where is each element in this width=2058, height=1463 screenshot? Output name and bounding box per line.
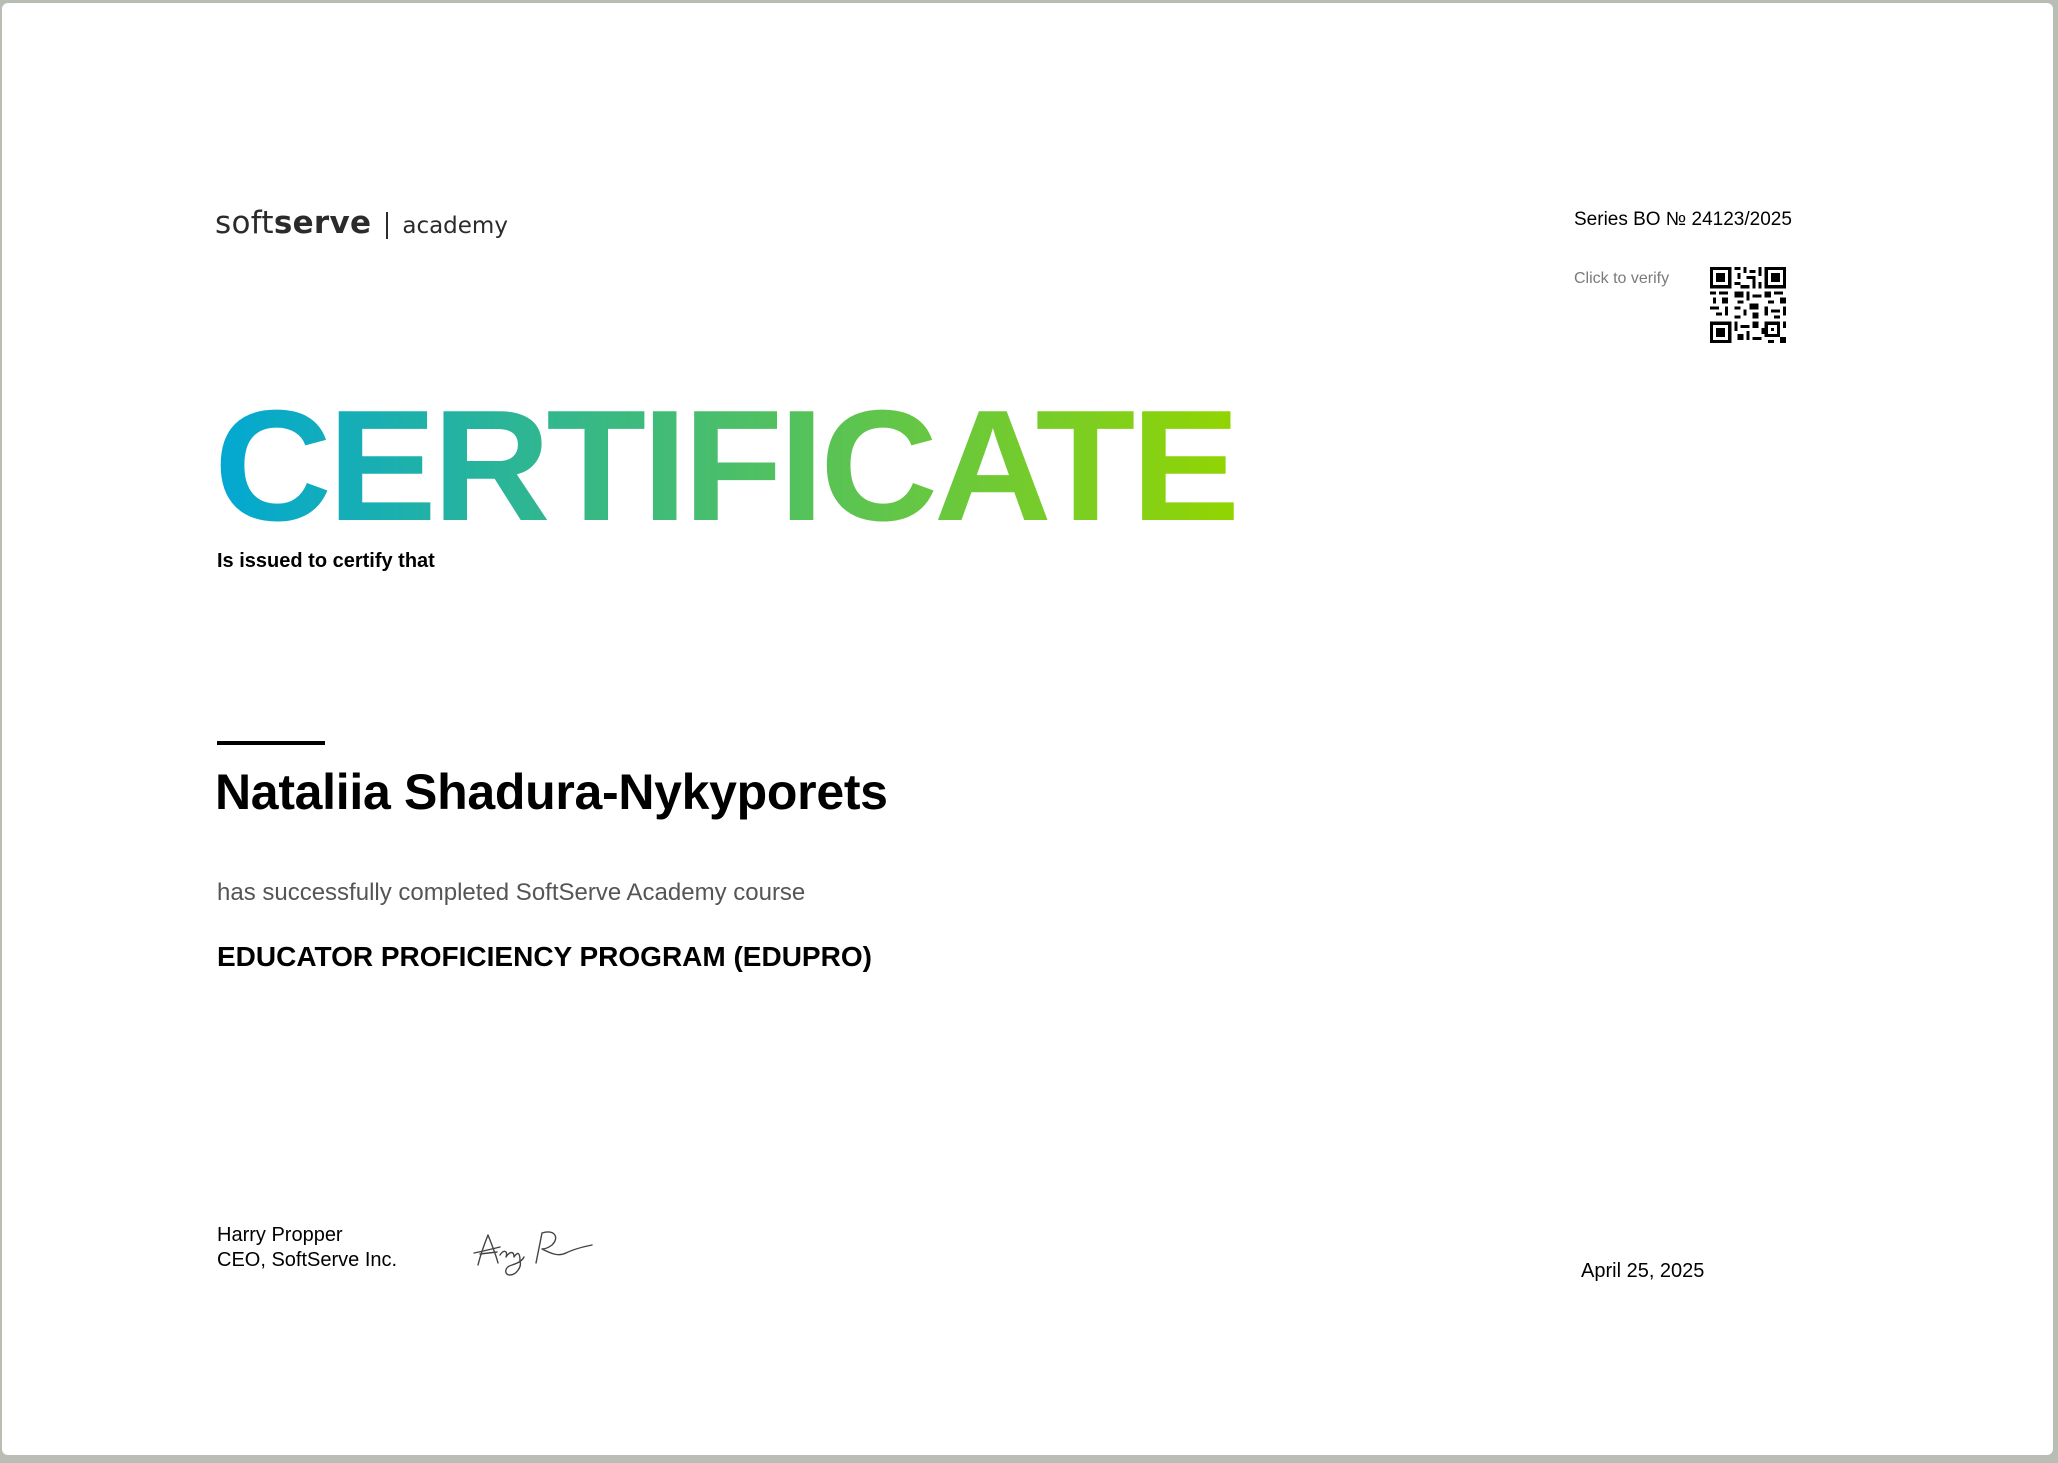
signer-block: [217, 1223, 397, 1273]
course-title: EDUCATOR PROFICIENCY PROGRAM (EDUPRO): [217, 941, 872, 972]
issued-statement: Is issued to certify that: [217, 550, 435, 572]
logo-academy-label: academy: [402, 212, 508, 239]
signer-name: Harry Propper: [217, 1224, 343, 1246]
issue-date: April 25, 2025: [1581, 1260, 1705, 1282]
verify-link[interactable]: Click to verify: [1574, 270, 1670, 287]
series-number: Series BO № 24123/2025: [1574, 209, 1792, 230]
signature-icon: [470, 1221, 594, 1277]
name-divider: [217, 741, 325, 745]
headline-text: CERTIFICATE: [214, 378, 1236, 533]
certificate-headline: [214, 373, 1244, 533]
softserve-academy-logo: [215, 205, 508, 241]
certificate-page: [2, 3, 2053, 1455]
logo-wordmark: softserve: [215, 205, 372, 241]
qr-code-icon[interactable]: [1710, 267, 1786, 343]
logo-divider: [386, 212, 388, 239]
signer-title: CEO, SoftServe Inc.: [217, 1249, 398, 1271]
recipient-name: Nataliia Shadura-Nykyporets: [215, 764, 888, 820]
completion-statement: has successfully completed SoftServe Academy course: [217, 879, 806, 906]
